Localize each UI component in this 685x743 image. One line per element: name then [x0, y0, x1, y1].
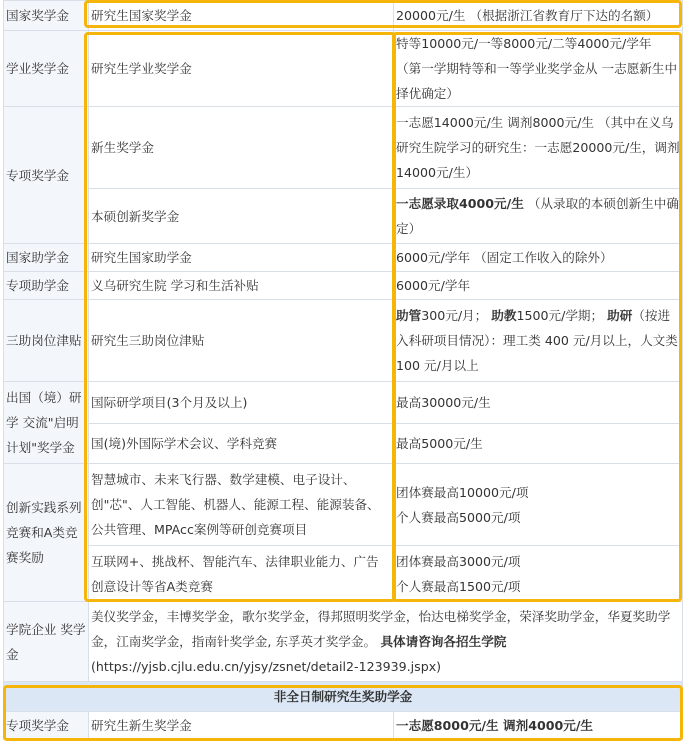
link-text: (https://yjsb.cjlu.edu.cn/yjsy/zsnet/detail2-123939.jspx) [91, 659, 442, 674]
bold-text: 助管 [396, 308, 422, 323]
item-cell: 互联网+、挑战杯、智能汽车、法律职业能力、广告创意设计等省A类竞赛 [89, 546, 394, 602]
item-cell: 智慧城市、未来飞行器、数学建模、电子设计、创"芯"、人工智能、机器人、能源工程、能源装备、公共管理、MPAcc案例等研创竞赛项目 [89, 464, 394, 546]
amount-cell: 一志愿14000元/生 调剂8000元/生 （其中在义乌研究生院学习的研究生：一志愿20000元/生，调剂14000元/生） [394, 107, 683, 189]
bold-text: 具体请咨询各招生学院 [376, 634, 507, 649]
item-cell: 研究生国家助学金 [89, 244, 394, 272]
amount-text: （从录取的本硕创新生中确定） [396, 196, 679, 236]
category-cell: 三助岗位津贴 [4, 300, 89, 382]
enterprise-scholarships: 美仪奖学金，丰博奖学金，歌尔奖学金，得邦照明奖学金，怡达电梯奖学金，荣泽奖助学金，华夏奖助学金，江南奖学金，指南针奖学金, 东孚英才奖学金。 [91, 609, 671, 649]
item-cell: 新生奖学金 [89, 107, 394, 189]
amount-line: 个人赛最高5000元/项 [396, 509, 521, 525]
amount-cell: 一志愿8000元/生 调剂4000元/生 [394, 712, 683, 740]
category-cell: 专项奖学金 [4, 107, 89, 244]
item-cell: 研究生国家奖学金 [89, 1, 394, 31]
table-row [4, 244, 683, 272]
amount-cell: 6000元/学年 （固定工作收入的除外） [394, 244, 683, 272]
item-cell: 研究生新生奖学金 [89, 712, 394, 740]
amount-cell [394, 546, 683, 602]
category-cell: 专项助学金 [4, 272, 89, 300]
amount-text: 300元/月； [421, 308, 492, 323]
amount-cell [394, 464, 683, 546]
category-cell: 学业奖学金 [4, 31, 89, 107]
category-cell: 国家奖学金 [4, 1, 89, 31]
item-cell [89, 602, 683, 682]
item-cell: 国际研学项目(3个月及以上) [89, 382, 394, 424]
item-cell: 义乌研究生院 学习和生活补贴 [89, 272, 394, 300]
amount-line: 团体赛最高3000元/项 [396, 553, 521, 569]
category-cell: 出国（境）研学 交流"启明计划"奖学金 [4, 382, 89, 464]
category-cell: 专项奖学金 [4, 712, 89, 740]
table-row [4, 546, 683, 602]
amount-cell: 20000元/生 （根据浙江省教育厅下达的名额） [394, 1, 683, 31]
bold-text: 一志愿录取4000元/生 [396, 196, 524, 211]
amount-line: 个人赛最高1500元/项 [396, 578, 521, 594]
amount-text: 1500元/学期； [516, 308, 608, 323]
item-cell: 国(境)外国际学术会议、学科竞赛 [89, 424, 394, 464]
table-row [4, 682, 683, 712]
amount-cell: 最高5000元/生 [394, 424, 683, 464]
amount-cell: 特等10000元/一等8000元/二等4000元/学年 （第一学期特等和一等学业奖学金从 一志愿新生中择优确定） [394, 31, 683, 107]
category-cell: 创新实践系列竞赛和A类竞赛奖励 [4, 464, 89, 602]
table-row [4, 382, 683, 424]
amount-cell [394, 300, 683, 382]
table-row [4, 464, 683, 546]
item-cell: 研究生三助岗位津贴 [89, 300, 394, 382]
table-row [4, 602, 683, 682]
bold-text: 助教 [491, 308, 517, 323]
table-row [4, 31, 683, 107]
table-row [4, 712, 683, 740]
table-row [4, 424, 683, 464]
item-cell: 本硕创新奖学金 [89, 189, 394, 244]
category-cell: 学院企业 奖学金 [4, 602, 89, 682]
amount-line: 团体赛最高10000元/项 [396, 484, 529, 500]
table-row [4, 272, 683, 300]
table-row [4, 1, 683, 31]
amount-cell: 最高30000元/生 [394, 382, 683, 424]
table-row [4, 107, 683, 189]
amount-text: （按进入科研项目情况）：理工类 400 元/月以上，人文类 100 元/月以上 [396, 308, 678, 373]
category-cell: 国家助学金 [4, 244, 89, 272]
bold-text: 助研 [607, 308, 633, 323]
table-row [4, 300, 683, 382]
amount-cell [394, 189, 683, 244]
scholarship-table [3, 0, 683, 740]
section-header: 非全日制研究生奖助学金 [4, 682, 683, 712]
table-row [4, 189, 683, 244]
item-cell: 研究生学业奖学金 [89, 31, 394, 107]
amount-cell: 6000元/学年 [394, 272, 683, 300]
